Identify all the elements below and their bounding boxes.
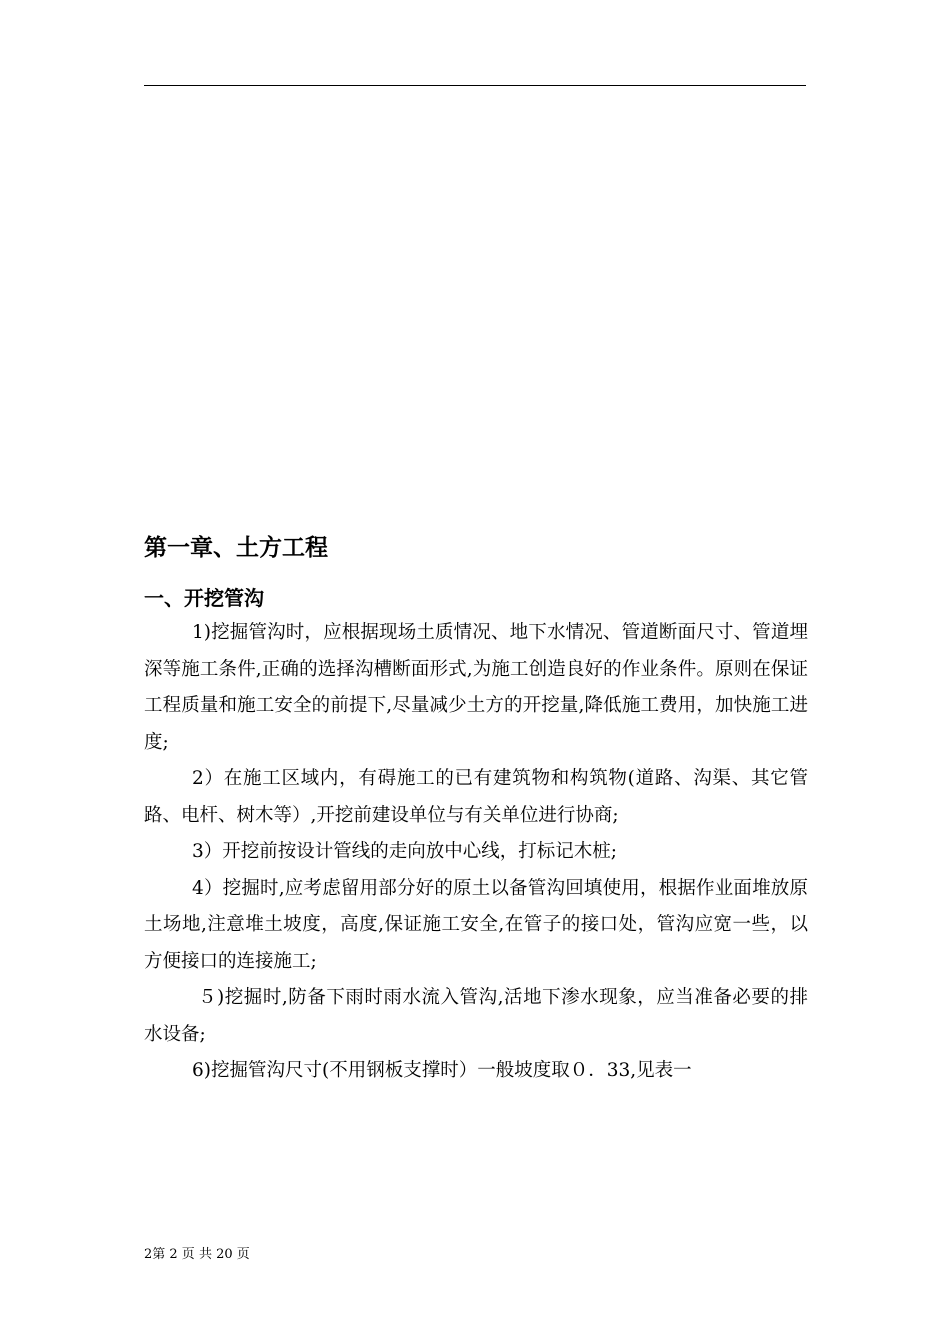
- paragraph-2: 2）在施工区域内，有碍施工的已有建筑物和构筑物(道路、沟渠、其它管路、电杆、树木等）,开挖前建设单位与有关单位进行协商;: [144, 768, 808, 826]
- paragraph-4: 4）挖掘时,应考虑留用部分好的原土以备管沟回填使用，根据作业面堆放原土场地,注意堆土坡度，高度,保证施工安全,在管子的接口处，管沟应宽一些，以方便接口的连接施工;: [144, 877, 808, 972]
- chapter-title: 第一章、土方工程: [144, 535, 328, 561]
- paragraph-6: 6)挖掘管沟尺寸(不用钢板支撑时）一般坡度取０．33,见表一: [192, 1060, 692, 1081]
- paragraph-3: 3）开挖前按设计管线的走向放中心线，打标记木桩;: [192, 841, 618, 862]
- paragraph-1: 1)挖掘管沟时，应根据现场土质情况、地下水情况、管道断面尺寸、管道埋深等施工条件,正确的选择沟槽断面形式,为施工创造良好的作业条件。原则在保证工程质量和施工安全的前提下,尽量减少土方的开挖量,降低施工费用，加快施工进度;: [144, 622, 808, 753]
- body-text: [144, 615, 808, 1090]
- section-title: 一、开挖管沟: [144, 586, 264, 610]
- paragraph-5: ５)挖掘时,防备下雨时雨水流入管沟,活地下渗水现象，应当准备必要的排水设备;: [144, 987, 808, 1045]
- header-rule: [144, 85, 806, 86]
- page-footer: 2第 2 页 共 20 页: [144, 1247, 250, 1262]
